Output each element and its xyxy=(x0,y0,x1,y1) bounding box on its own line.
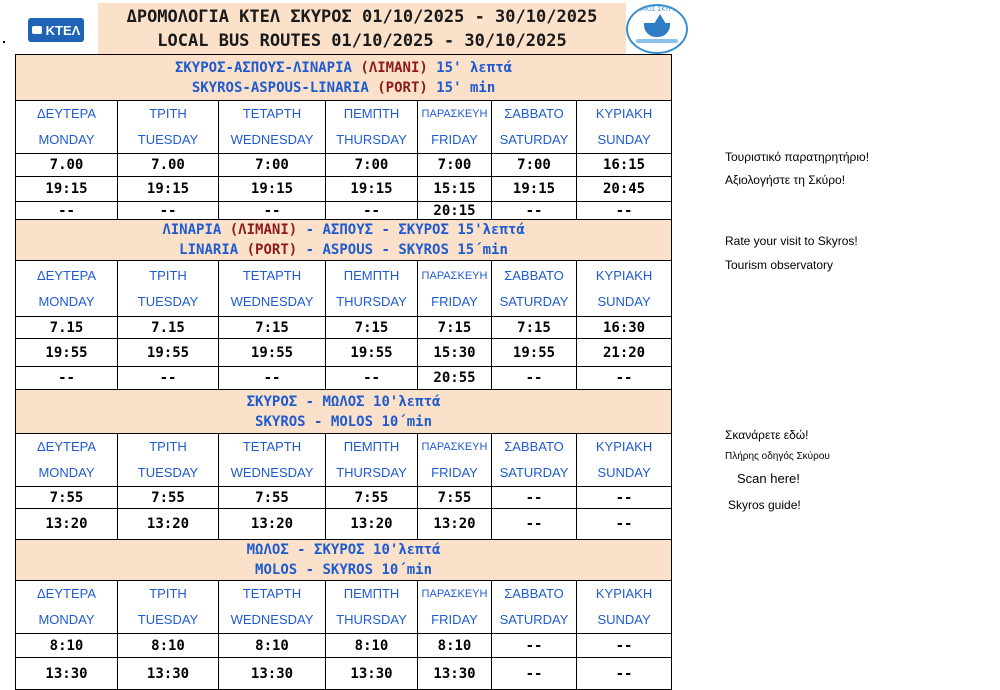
wave-icon xyxy=(636,39,678,43)
day-name-english: SUNDAY xyxy=(597,132,651,147)
departure-time: 19:55 xyxy=(16,339,118,367)
departure-time: -- xyxy=(577,509,672,540)
departure-time: 19:15 xyxy=(219,177,326,202)
departure-time: -- xyxy=(577,658,672,690)
departure-time: 19:55 xyxy=(118,339,219,367)
departure-time: -- xyxy=(118,367,219,390)
day-header-cell xyxy=(118,101,219,154)
day-header-row xyxy=(16,581,672,634)
day-header-cell xyxy=(492,261,577,317)
day-name-english: TUESDAY xyxy=(137,132,199,147)
day-name-greek: ΣΑΒΒΑΤΟ xyxy=(504,267,564,283)
day-header-cell xyxy=(418,434,492,487)
day-name-greek: ΔΕΥΤΕΡΑ xyxy=(36,586,96,601)
departure-time: 7:00 xyxy=(326,154,418,177)
day-name-greek: ΠΕΜΠΤΗ xyxy=(343,439,400,454)
departure-time: 21:20 xyxy=(577,339,672,367)
route-title-greek-part: ΜΩΛΟΣ - ΣΚΥΡΟΣ 10'λεπτά xyxy=(246,542,441,558)
route-title-greek-part: ΛΙΝΑΡΙΑ xyxy=(162,222,230,238)
departure-time: 20:55 xyxy=(418,367,492,390)
guide-greek-text: Πλήρης οδηγός Σκύρου xyxy=(725,451,830,462)
route-title-greek-port: (ΛΙΜΑΝΙ) xyxy=(229,222,298,238)
departure-time: 20:45 xyxy=(577,177,672,202)
skyros-logo-text: ΔΗΜΟΣ ΣΚΥΡΟΥ xyxy=(633,6,681,13)
day-header-cell xyxy=(326,101,418,154)
day-name-english: MONDAY xyxy=(38,465,95,480)
departure-time: 13:30 xyxy=(118,658,219,690)
departure-time: -- xyxy=(492,658,577,690)
route-title-english-duration: - ASPOUS - SKYROS 15΄min xyxy=(297,242,508,258)
departure-time: -- xyxy=(326,367,418,390)
departure-time: -- xyxy=(16,367,118,390)
skyros-municipality-logo xyxy=(626,4,688,54)
day-name-english: SATURDAY xyxy=(499,465,569,480)
day-header-cell xyxy=(326,261,418,317)
route-title-english-port: (PORT) xyxy=(246,242,298,258)
day-name-english: FRIDAY xyxy=(431,612,478,627)
day-name-greek: ΚΥΡΙΑΚΗ xyxy=(595,267,653,283)
departure-time: 7.00 xyxy=(118,154,219,177)
departure-time: -- xyxy=(118,202,219,220)
day-header-cell xyxy=(219,261,326,317)
day-header-cell xyxy=(326,434,418,487)
day-header-cell xyxy=(219,581,326,634)
departure-time: 15:15 xyxy=(418,177,492,202)
day-name-english: WEDNESDAY xyxy=(230,293,314,309)
route-title-row xyxy=(16,55,672,101)
day-header-cell xyxy=(492,101,577,154)
ktel-logo xyxy=(28,18,84,42)
route-title xyxy=(16,55,672,101)
departure-time: -- xyxy=(577,367,672,390)
day-name-english: SUNDAY xyxy=(597,612,651,627)
scan-greek-text: Σκανάρετε εδώ! xyxy=(725,428,809,442)
departure-time: 13:20 xyxy=(418,509,492,540)
boat-icon xyxy=(644,23,670,37)
departure-time: 7:55 xyxy=(219,487,326,509)
departure-time: 16:15 xyxy=(577,154,672,177)
day-name-english: FRIDAY xyxy=(431,465,478,480)
departure-time: 7:00 xyxy=(418,154,492,177)
departure-time: -- xyxy=(577,634,672,658)
ktel-logo-text: ΚΤΕΛ xyxy=(45,22,81,38)
day-name-greek: ΤΡΙΤΗ xyxy=(149,106,187,121)
route-title xyxy=(16,220,672,261)
departure-time: -- xyxy=(577,487,672,509)
day-name-english: SATURDAY xyxy=(499,612,569,627)
day-name-english: SATURDAY xyxy=(499,293,569,309)
departure-time: 19:15 xyxy=(492,177,577,202)
route-title-english xyxy=(16,560,671,580)
day-name-english: TUESDAY xyxy=(137,465,199,480)
departure-time: 7:55 xyxy=(326,487,418,509)
day-header-cell xyxy=(16,581,118,634)
departure-time: 7:55 xyxy=(118,487,219,509)
departure-time: 8:10 xyxy=(16,634,118,658)
route-title-greek-duration: 15' λεπτά xyxy=(427,59,513,76)
departure-time: 13:20 xyxy=(219,509,326,540)
day-name-greek: ΤΡΙΤΗ xyxy=(149,586,187,601)
departure-time: 13:20 xyxy=(118,509,219,540)
route-title-greek-duration: - ΑΣΠΟΥΣ - ΣΚΥΡΟΣ 15'λεπτά xyxy=(297,222,525,238)
departure-row xyxy=(16,487,672,509)
route-title-english-part: SKYROS - MOLOS 10΄min xyxy=(255,413,433,430)
day-name-greek: ΤΡΙΤΗ xyxy=(149,267,187,283)
day-name-english: FRIDAY xyxy=(431,293,478,309)
route-title-greek-part: ΣΚΥΡΟΣ-ΑΣΠΟΥΣ-ΛΙΝΑΡΙΑ xyxy=(174,59,361,76)
departure-time: -- xyxy=(492,202,577,220)
departure-time: 15:30 xyxy=(418,339,492,367)
route-title-greek xyxy=(16,392,671,412)
day-name-greek: ΔΕΥΤΕΡΑ xyxy=(36,106,96,121)
day-name-greek: ΤΕΤΑΡΤΗ xyxy=(242,439,302,454)
day-header-cell xyxy=(326,581,418,634)
route-title-greek-part: ΣΚΥΡΟΣ - ΜΩΛΟΣ 10'λεπτά xyxy=(246,393,441,410)
route-title-greek xyxy=(16,540,671,560)
route-title-english-part: MOLOS - SKYROS 10΄min xyxy=(255,562,433,578)
departure-time: 7:15 xyxy=(219,317,326,339)
departure-time: 7.15 xyxy=(16,317,118,339)
day-header-row xyxy=(16,101,672,154)
day-name-english: MONDAY xyxy=(38,132,95,147)
departure-time: 8:10 xyxy=(418,634,492,658)
departure-time: 13:30 xyxy=(16,658,118,690)
day-name-greek: ΠΕΜΠΤΗ xyxy=(343,106,400,121)
route-title-english xyxy=(16,240,671,260)
guide-english-text: Skyros guide! xyxy=(728,498,801,512)
departure-row xyxy=(16,509,672,540)
day-name-greek: ΣΑΒΒΑΤΟ xyxy=(504,586,564,601)
departure-time: 7:00 xyxy=(492,154,577,177)
day-name-english: THURSDAY xyxy=(336,465,407,480)
day-header-cell xyxy=(118,261,219,317)
day-name-greek: ΤΕΤΑΡΤΗ xyxy=(242,267,302,283)
day-header-row xyxy=(16,434,672,487)
departure-time: -- xyxy=(492,367,577,390)
departure-time: 7.15 xyxy=(118,317,219,339)
day-name-english: SUNDAY xyxy=(597,465,651,480)
departure-time: 16:30 xyxy=(577,317,672,339)
route-title xyxy=(16,390,672,434)
departure-time: 20:15 xyxy=(418,202,492,220)
day-header-cell xyxy=(16,261,118,317)
day-header-cell xyxy=(492,581,577,634)
departure-row xyxy=(16,202,672,220)
departure-time: 13:20 xyxy=(326,509,418,540)
route-title-english xyxy=(16,412,671,432)
day-name-greek: ΤΡΙΤΗ xyxy=(149,439,187,454)
departure-row xyxy=(16,634,672,658)
day-header-cell xyxy=(118,581,219,634)
departure-time: 19:55 xyxy=(219,339,326,367)
route-title-english xyxy=(16,78,671,98)
departure-time: 7:00 xyxy=(219,154,326,177)
day-name-english: WEDNESDAY xyxy=(230,612,314,627)
departure-time: 8:10 xyxy=(326,634,418,658)
day-name-greek: ΣΑΒΒΑΤΟ xyxy=(504,439,564,454)
day-header-cell xyxy=(418,581,492,634)
departure-time: 19:55 xyxy=(492,339,577,367)
departure-time: -- xyxy=(492,487,577,509)
day-name-english: TUESDAY xyxy=(137,612,199,627)
day-header-cell xyxy=(577,101,672,154)
departure-time: 19:15 xyxy=(16,177,118,202)
day-name-english: SUNDAY xyxy=(597,293,651,309)
day-name-greek: ΣΑΒΒΑΤΟ xyxy=(504,106,564,121)
departure-time: 7:15 xyxy=(492,317,577,339)
day-name-english: TUESDAY xyxy=(137,293,199,309)
rate-english-text: Rate your visit to Skyros! xyxy=(725,234,858,248)
departure-time: -- xyxy=(577,202,672,220)
observatory-english-text: Tourism observatory xyxy=(725,258,834,272)
departure-time: -- xyxy=(492,634,577,658)
day-header-row xyxy=(16,261,672,317)
day-header-cell xyxy=(577,434,672,487)
departure-time: 7.00 xyxy=(16,154,118,177)
page-header xyxy=(98,3,626,54)
day-name-english: THURSDAY xyxy=(336,293,407,309)
day-header-cell xyxy=(492,434,577,487)
day-name-greek: ΠΑΡΑΣΚΕΥΗ xyxy=(421,441,488,453)
day-header-cell xyxy=(219,434,326,487)
departure-time: 7:55 xyxy=(418,487,492,509)
route-title xyxy=(16,540,672,581)
departure-row xyxy=(16,177,672,202)
departure-time: 7:15 xyxy=(326,317,418,339)
departure-time: 7:15 xyxy=(418,317,492,339)
day-name-greek: ΚΥΡΙΑΚΗ xyxy=(595,586,653,601)
day-name-greek: ΔΕΥΤΕΡΑ xyxy=(36,267,96,283)
day-name-greek: ΚΥΡΙΑΚΗ xyxy=(595,439,653,454)
bus-schedule-table xyxy=(15,54,672,690)
observatory-greek-text: Τουριστικό παρατηρητήριο! xyxy=(725,150,870,164)
scan-english-text: Scan here! xyxy=(737,471,800,486)
departure-time: 19:15 xyxy=(326,177,418,202)
departure-row xyxy=(16,339,672,367)
day-name-english: MONDAY xyxy=(38,612,95,627)
day-name-greek: ΠΕΜΠΤΗ xyxy=(343,586,400,601)
day-name-greek: ΔΕΥΤΕΡΑ xyxy=(36,439,96,454)
departure-time: -- xyxy=(16,202,118,220)
day-name-greek: ΠΑΡΑΣΚΕΥΗ xyxy=(421,269,488,282)
route-title-row xyxy=(16,540,672,581)
departure-time: 13:30 xyxy=(219,658,326,690)
day-name-english: WEDNESDAY xyxy=(230,132,314,147)
day-header-cell xyxy=(16,434,118,487)
route-title-english-part: LINARIA xyxy=(179,242,247,258)
stray-dot xyxy=(3,41,5,43)
departure-time: 19:55 xyxy=(326,339,418,367)
day-header-cell xyxy=(16,101,118,154)
departure-row xyxy=(16,367,672,390)
departure-time: 8:10 xyxy=(219,634,326,658)
day-header-cell xyxy=(577,581,672,634)
header-title-english: LOCAL BUS ROUTES 01/10/2025 - 30/10/2025 xyxy=(157,31,567,51)
departure-time: -- xyxy=(326,202,418,220)
departure-time: 13:20 xyxy=(16,509,118,540)
day-header-cell xyxy=(418,261,492,317)
departure-time: 19:15 xyxy=(118,177,219,202)
route-title-english-port: (PORT) xyxy=(377,79,428,96)
day-header-cell xyxy=(418,101,492,154)
day-name-greek: ΤΕΤΑΡΤΗ xyxy=(242,586,302,601)
route-title-english-duration: 15' min xyxy=(427,79,496,96)
route-title-row xyxy=(16,220,672,261)
day-name-english: FRIDAY xyxy=(431,132,478,147)
departure-time: -- xyxy=(219,202,326,220)
day-name-greek: ΠΑΡΑΣΚΕΥΗ xyxy=(421,108,488,120)
bus-icon xyxy=(32,26,42,34)
departure-time: 7:55 xyxy=(16,487,118,509)
route-title-english-part: SKYROS-ASPOUS-LINARIA xyxy=(191,79,378,96)
day-name-english: WEDNESDAY xyxy=(230,465,314,480)
departure-time: 13:30 xyxy=(418,658,492,690)
departure-row xyxy=(16,658,672,690)
header-title-greek: ΔΡΟΜΟΛΟΓΙΑ ΚΤΕΛ ΣΚΥΡΟΣ 01/10/2025 - 30/10/2025 xyxy=(126,7,598,27)
day-name-english: THURSDAY xyxy=(336,132,407,147)
day-name-greek: ΠΑΡΑΣΚΕΥΗ xyxy=(421,588,488,600)
departure-time: 13:30 xyxy=(326,658,418,690)
departure-time: -- xyxy=(492,509,577,540)
day-name-english: SATURDAY xyxy=(499,132,569,147)
route-title-row xyxy=(16,390,672,434)
departure-row xyxy=(16,154,672,177)
route-title-greek xyxy=(16,58,671,78)
departure-time: 8:10 xyxy=(118,634,219,658)
departure-row xyxy=(16,317,672,339)
route-title-greek xyxy=(16,220,671,240)
day-name-english: THURSDAY xyxy=(336,612,407,627)
day-header-cell xyxy=(118,434,219,487)
departure-time: -- xyxy=(219,367,326,390)
day-name-english: MONDAY xyxy=(38,293,95,309)
day-header-cell xyxy=(577,261,672,317)
day-name-greek: ΤΕΤΑΡΤΗ xyxy=(242,106,302,121)
day-name-greek: ΠΕΜΠΤΗ xyxy=(343,267,400,283)
rate-greek-text: Αξιολογήστε τη Σκύρο! xyxy=(725,173,846,187)
day-name-greek: ΚΥΡΙΑΚΗ xyxy=(595,106,653,121)
route-title-greek-port: (ΛΙΜΑΝΙ) xyxy=(360,59,428,76)
day-header-cell xyxy=(219,101,326,154)
